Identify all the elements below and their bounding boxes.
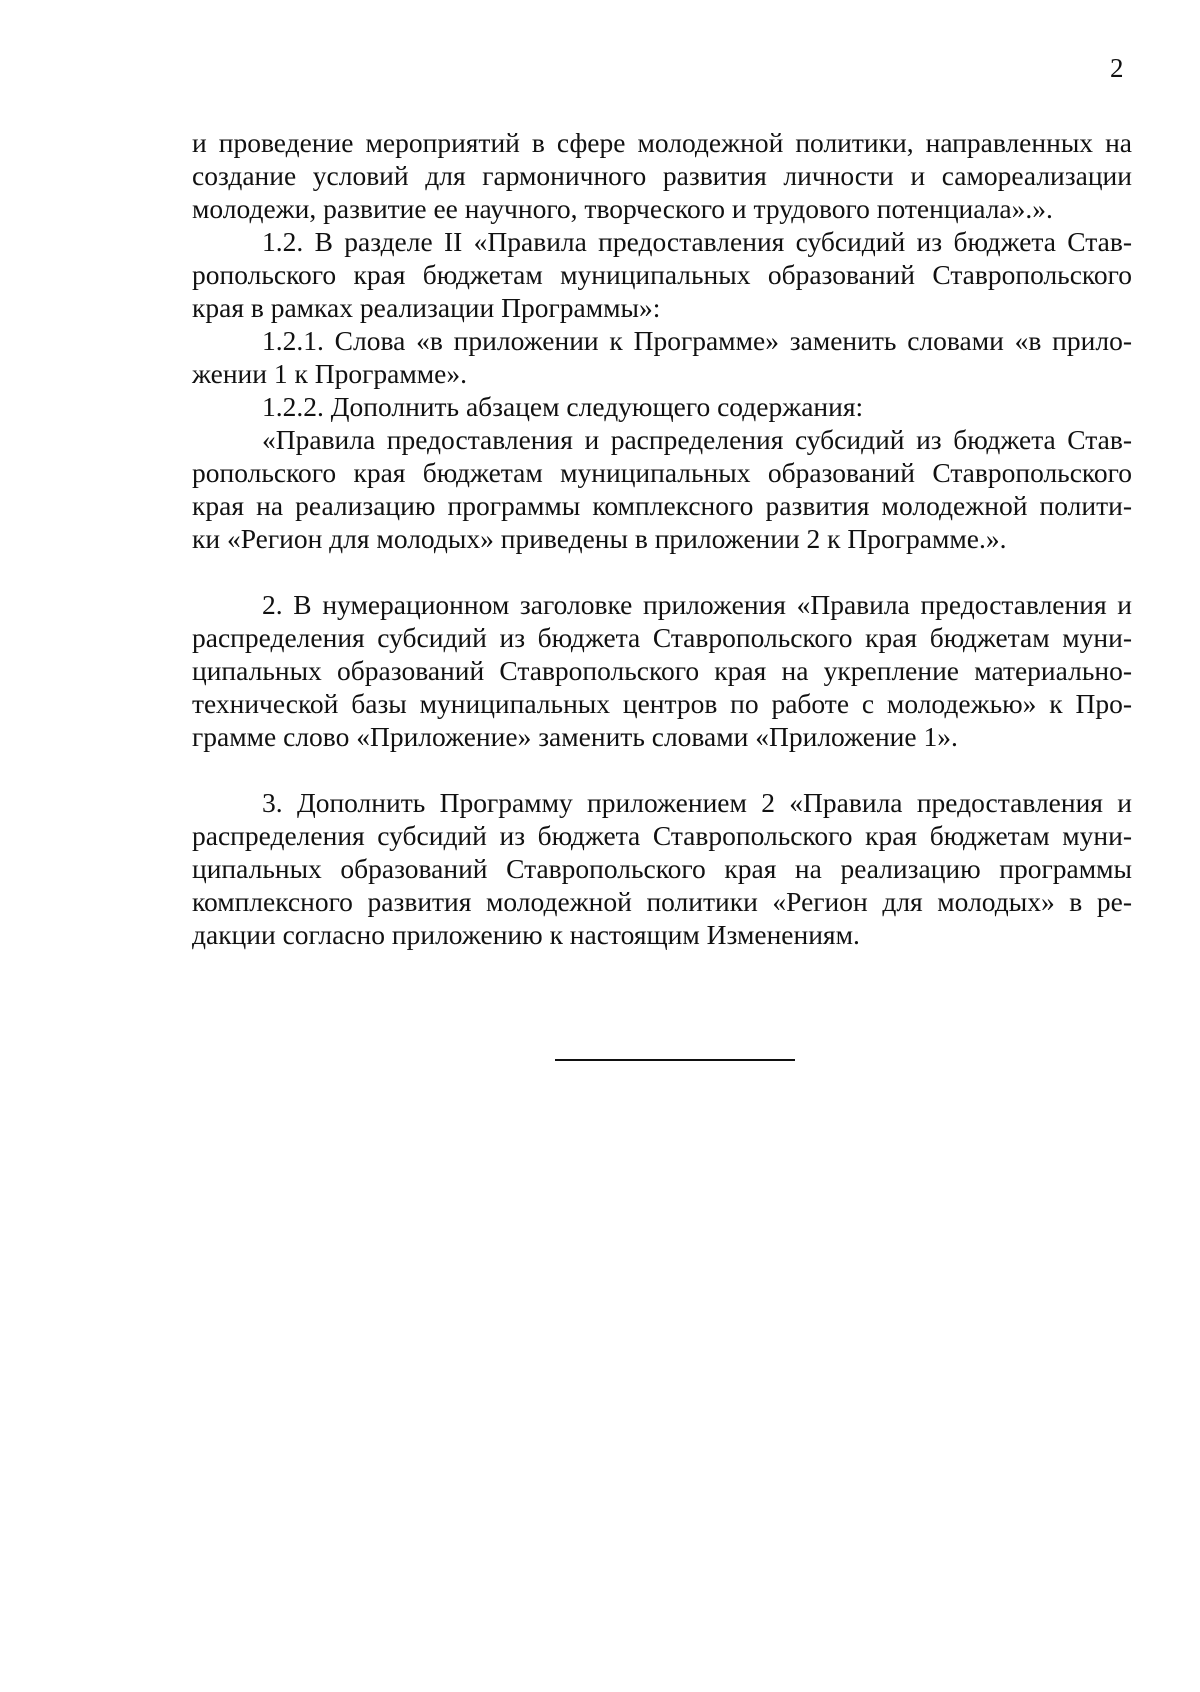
paragraph-gap [192, 555, 1132, 588]
paragraph-line: технической базы муниципальных центров по работе с молодежью» к Про- [192, 688, 1132, 719]
closing-rule [555, 1059, 795, 1061]
paragraph-line: 1.2.1. Слова «в приложении к Программе» заменить словами «в прило- [262, 325, 1132, 356]
paragraph-line: 1.2.2. Дополнить абзацем следующего содержания: [262, 391, 864, 422]
paragraph-line: ципальных образований Ставропольского края на реализацию программы [192, 853, 1132, 884]
paragraph-line: создание условий для гармоничного развития личности и самореализации [192, 160, 1132, 191]
paragraph-line: ки «Регион для молодых» приведены в приложении 2 к Программе.». [192, 523, 1007, 554]
paragraph-line: ципальных образований Ставропольского края на укрепление материально- [192, 655, 1132, 686]
paragraph-line: 3. Дополнить Программу приложением 2 «Правила предоставления и [262, 787, 1132, 818]
paragraph-line: «Правила предоставления и распределения субсидий из бюджета Став- [262, 424, 1132, 455]
paragraph-line: ропольского края бюджетам муниципальных образований Ставропольского [192, 457, 1132, 488]
paragraph-line: и проведение мероприятий в сфере молодежной политики, направленных на [192, 127, 1132, 158]
page-number: 2 [1110, 53, 1124, 83]
paragraph-line: дакции согласно приложению к настоящим Изменениям. [192, 919, 860, 950]
paragraph-gap [192, 753, 1132, 786]
paragraph-line: молодежи, развитие ее научного, творческого и трудового потенциала».». [192, 193, 1053, 224]
paragraph-line: края на реализацию программы комплексного развития молодежной полити- [192, 490, 1132, 521]
document-body [192, 126, 1132, 951]
paragraph-line: распределения субсидий из бюджета Ставропольского края бюджетам муни- [192, 820, 1132, 851]
paragraph-line: края в рамках реализации Программы»: [192, 292, 661, 323]
paragraph-line: 1.2. В разделе II «Правила предоставления субсидий из бюджета Став- [262, 226, 1132, 257]
paragraph-line: грамме слово «Приложение» заменить словами «Приложение 1». [192, 721, 958, 752]
paragraph-line: ропольского края бюджетам муниципальных образований Ставропольского [192, 259, 1132, 290]
paragraph-line: комплексного развития молодежной политики «Регион для молодых» в ре- [192, 886, 1132, 917]
paragraph-line: жении 1 к Программе». [192, 358, 467, 389]
paragraph-line: распределения субсидий из бюджета Ставропольского края бюджетам муни- [192, 622, 1132, 653]
paragraph-line: 2. В нумерационном заголовке приложения «Правила предоставления и [262, 589, 1132, 620]
